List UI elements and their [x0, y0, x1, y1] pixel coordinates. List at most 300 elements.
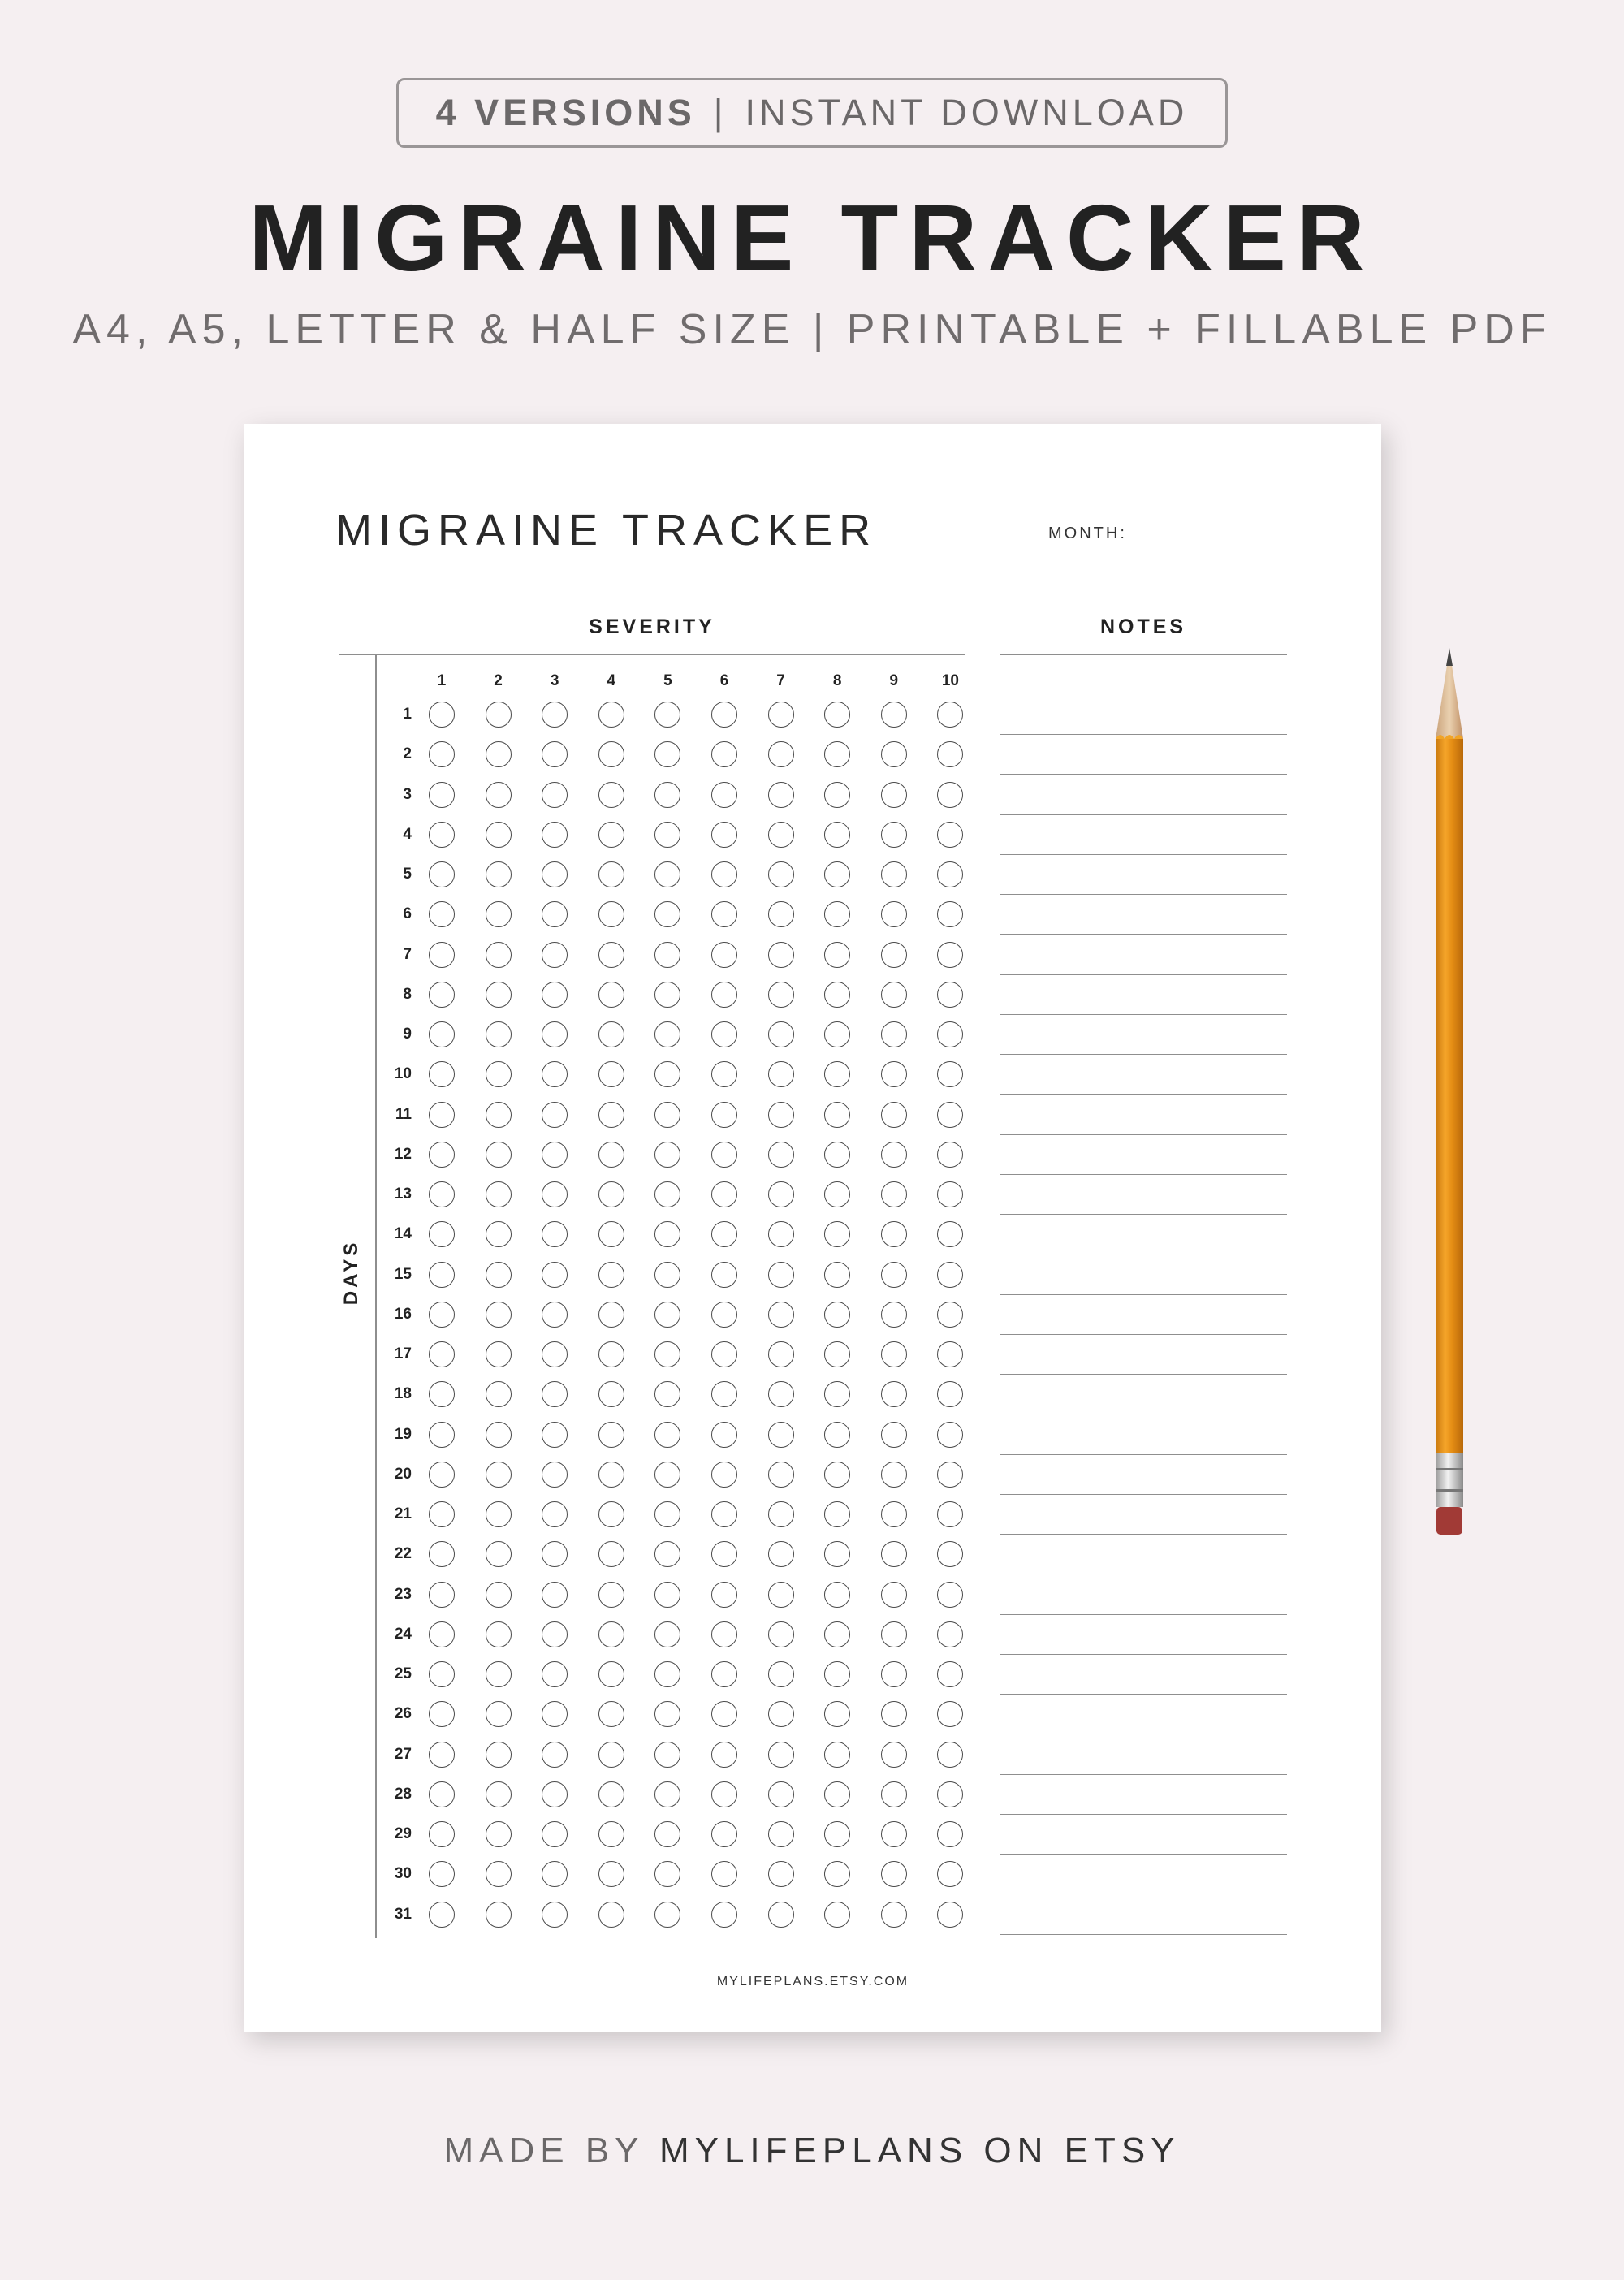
- severity-checkbox[interactable]: [486, 982, 512, 1008]
- severity-checkbox[interactable]: [824, 1061, 850, 1087]
- note-line[interactable]: [1000, 974, 1287, 975]
- severity-checkbox[interactable]: [654, 901, 680, 927]
- severity-checkbox[interactable]: [429, 1582, 455, 1608]
- severity-checkbox[interactable]: [768, 741, 794, 767]
- severity-checkbox[interactable]: [824, 822, 850, 848]
- severity-checkbox[interactable]: [429, 1742, 455, 1768]
- note-line[interactable]: [1000, 1814, 1287, 1815]
- note-line[interactable]: [1000, 854, 1287, 855]
- severity-checkbox[interactable]: [542, 1221, 568, 1247]
- note-line[interactable]: [1000, 1694, 1287, 1695]
- severity-checkbox[interactable]: [598, 982, 624, 1008]
- severity-checkbox[interactable]: [486, 1821, 512, 1847]
- severity-checkbox[interactable]: [542, 1541, 568, 1567]
- severity-checkbox[interactable]: [768, 942, 794, 968]
- severity-checkbox[interactable]: [711, 942, 737, 968]
- note-line[interactable]: [1000, 1054, 1287, 1055]
- severity-checkbox[interactable]: [824, 1902, 850, 1928]
- severity-checkbox[interactable]: [654, 1621, 680, 1647]
- severity-checkbox[interactable]: [654, 1262, 680, 1288]
- severity-checkbox[interactable]: [768, 822, 794, 848]
- severity-checkbox[interactable]: [768, 1781, 794, 1807]
- severity-checkbox[interactable]: [937, 901, 963, 927]
- severity-checkbox[interactable]: [937, 782, 963, 808]
- severity-checkbox[interactable]: [654, 982, 680, 1008]
- severity-checkbox[interactable]: [486, 1181, 512, 1207]
- severity-checkbox[interactable]: [654, 702, 680, 728]
- severity-checkbox[interactable]: [937, 1021, 963, 1047]
- severity-checkbox[interactable]: [654, 1661, 680, 1687]
- severity-checkbox[interactable]: [881, 1621, 907, 1647]
- severity-checkbox[interactable]: [654, 1302, 680, 1328]
- severity-checkbox[interactable]: [768, 1582, 794, 1608]
- severity-checkbox[interactable]: [937, 1742, 963, 1768]
- severity-checkbox[interactable]: [429, 1061, 455, 1087]
- severity-checkbox[interactable]: [429, 1781, 455, 1807]
- severity-checkbox[interactable]: [542, 1422, 568, 1448]
- severity-checkbox[interactable]: [486, 1142, 512, 1168]
- severity-checkbox[interactable]: [542, 1821, 568, 1847]
- severity-checkbox[interactable]: [542, 1262, 568, 1288]
- severity-checkbox[interactable]: [937, 1102, 963, 1128]
- severity-checkbox[interactable]: [598, 861, 624, 887]
- severity-checkbox[interactable]: [542, 982, 568, 1008]
- severity-checkbox[interactable]: [768, 861, 794, 887]
- severity-checkbox[interactable]: [542, 1381, 568, 1407]
- severity-checkbox[interactable]: [881, 1422, 907, 1448]
- severity-checkbox[interactable]: [486, 822, 512, 848]
- severity-checkbox[interactable]: [768, 901, 794, 927]
- severity-checkbox[interactable]: [429, 782, 455, 808]
- severity-checkbox[interactable]: [486, 942, 512, 968]
- severity-checkbox[interactable]: [824, 982, 850, 1008]
- severity-checkbox[interactable]: [429, 1902, 455, 1928]
- note-line[interactable]: [1000, 1214, 1287, 1215]
- severity-checkbox[interactable]: [542, 1661, 568, 1687]
- severity-checkbox[interactable]: [654, 1902, 680, 1928]
- severity-checkbox[interactable]: [937, 1462, 963, 1488]
- severity-checkbox[interactable]: [768, 1621, 794, 1647]
- severity-checkbox[interactable]: [881, 1902, 907, 1928]
- severity-checkbox[interactable]: [598, 901, 624, 927]
- severity-checkbox[interactable]: [768, 1381, 794, 1407]
- severity-checkbox[interactable]: [654, 822, 680, 848]
- severity-checkbox[interactable]: [937, 1221, 963, 1247]
- severity-checkbox[interactable]: [768, 1302, 794, 1328]
- severity-checkbox[interactable]: [429, 1102, 455, 1128]
- severity-checkbox[interactable]: [598, 1902, 624, 1928]
- severity-checkbox[interactable]: [711, 1621, 737, 1647]
- severity-checkbox[interactable]: [711, 1181, 737, 1207]
- severity-checkbox[interactable]: [598, 1462, 624, 1488]
- severity-checkbox[interactable]: [824, 1262, 850, 1288]
- severity-checkbox[interactable]: [881, 1661, 907, 1687]
- severity-checkbox[interactable]: [824, 1582, 850, 1608]
- severity-checkbox[interactable]: [711, 1861, 737, 1887]
- severity-checkbox[interactable]: [542, 1341, 568, 1367]
- severity-checkbox[interactable]: [881, 901, 907, 927]
- severity-checkbox[interactable]: [824, 1661, 850, 1687]
- severity-checkbox[interactable]: [486, 1262, 512, 1288]
- severity-checkbox[interactable]: [824, 1781, 850, 1807]
- severity-checkbox[interactable]: [429, 861, 455, 887]
- severity-checkbox[interactable]: [429, 1701, 455, 1727]
- severity-checkbox[interactable]: [598, 1541, 624, 1567]
- severity-checkbox[interactable]: [598, 1742, 624, 1768]
- severity-checkbox[interactable]: [937, 1701, 963, 1727]
- severity-checkbox[interactable]: [824, 861, 850, 887]
- severity-checkbox[interactable]: [654, 1381, 680, 1407]
- severity-checkbox[interactable]: [768, 1221, 794, 1247]
- severity-checkbox[interactable]: [881, 741, 907, 767]
- severity-checkbox[interactable]: [598, 1621, 624, 1647]
- severity-checkbox[interactable]: [486, 1541, 512, 1567]
- severity-checkbox[interactable]: [598, 782, 624, 808]
- severity-checkbox[interactable]: [937, 822, 963, 848]
- severity-checkbox[interactable]: [881, 782, 907, 808]
- severity-checkbox[interactable]: [486, 1781, 512, 1807]
- severity-checkbox[interactable]: [542, 942, 568, 968]
- severity-checkbox[interactable]: [598, 1102, 624, 1128]
- severity-checkbox[interactable]: [881, 1061, 907, 1087]
- severity-checkbox[interactable]: [429, 1341, 455, 1367]
- severity-checkbox[interactable]: [429, 1302, 455, 1328]
- severity-checkbox[interactable]: [711, 901, 737, 927]
- severity-checkbox[interactable]: [937, 1181, 963, 1207]
- severity-checkbox[interactable]: [711, 1781, 737, 1807]
- severity-checkbox[interactable]: [598, 1302, 624, 1328]
- severity-checkbox[interactable]: [542, 901, 568, 927]
- severity-checkbox[interactable]: [711, 1422, 737, 1448]
- severity-checkbox[interactable]: [486, 1582, 512, 1608]
- severity-checkbox[interactable]: [881, 702, 907, 728]
- severity-checkbox[interactable]: [824, 1621, 850, 1647]
- severity-checkbox[interactable]: [937, 1501, 963, 1527]
- severity-checkbox[interactable]: [937, 1781, 963, 1807]
- severity-checkbox[interactable]: [711, 1501, 737, 1527]
- severity-checkbox[interactable]: [486, 1061, 512, 1087]
- severity-checkbox[interactable]: [711, 1742, 737, 1768]
- severity-checkbox[interactable]: [654, 1061, 680, 1087]
- severity-checkbox[interactable]: [486, 901, 512, 927]
- severity-checkbox[interactable]: [711, 702, 737, 728]
- severity-checkbox[interactable]: [429, 1541, 455, 1567]
- severity-checkbox[interactable]: [937, 982, 963, 1008]
- severity-checkbox[interactable]: [654, 1742, 680, 1768]
- severity-checkbox[interactable]: [824, 741, 850, 767]
- severity-checkbox[interactable]: [598, 1582, 624, 1608]
- severity-checkbox[interactable]: [824, 1742, 850, 1768]
- severity-checkbox[interactable]: [486, 782, 512, 808]
- severity-checkbox[interactable]: [711, 782, 737, 808]
- severity-checkbox[interactable]: [654, 1462, 680, 1488]
- severity-checkbox[interactable]: [824, 1541, 850, 1567]
- severity-checkbox[interactable]: [824, 782, 850, 808]
- severity-checkbox[interactable]: [598, 1781, 624, 1807]
- note-line[interactable]: [1000, 1854, 1287, 1855]
- severity-checkbox[interactable]: [824, 1341, 850, 1367]
- severity-checkbox[interactable]: [768, 1541, 794, 1567]
- severity-checkbox[interactable]: [881, 1302, 907, 1328]
- severity-checkbox[interactable]: [542, 1582, 568, 1608]
- severity-checkbox[interactable]: [654, 741, 680, 767]
- severity-checkbox[interactable]: [937, 1821, 963, 1847]
- severity-checkbox[interactable]: [654, 1142, 680, 1168]
- severity-checkbox[interactable]: [598, 1142, 624, 1168]
- severity-checkbox[interactable]: [486, 1341, 512, 1367]
- severity-checkbox[interactable]: [486, 1381, 512, 1407]
- severity-checkbox[interactable]: [881, 1501, 907, 1527]
- severity-checkbox[interactable]: [486, 1861, 512, 1887]
- severity-checkbox[interactable]: [486, 1102, 512, 1128]
- severity-checkbox[interactable]: [542, 1742, 568, 1768]
- severity-checkbox[interactable]: [654, 942, 680, 968]
- severity-checkbox[interactable]: [429, 1462, 455, 1488]
- severity-checkbox[interactable]: [429, 1181, 455, 1207]
- severity-checkbox[interactable]: [598, 741, 624, 767]
- severity-checkbox[interactable]: [654, 782, 680, 808]
- note-line[interactable]: [1000, 1494, 1287, 1495]
- severity-checkbox[interactable]: [598, 822, 624, 848]
- severity-checkbox[interactable]: [711, 1221, 737, 1247]
- severity-checkbox[interactable]: [598, 1501, 624, 1527]
- severity-checkbox[interactable]: [711, 1262, 737, 1288]
- severity-checkbox[interactable]: [711, 822, 737, 848]
- note-line[interactable]: [1000, 894, 1287, 895]
- severity-checkbox[interactable]: [768, 782, 794, 808]
- severity-checkbox[interactable]: [542, 1781, 568, 1807]
- severity-checkbox[interactable]: [937, 1621, 963, 1647]
- severity-checkbox[interactable]: [768, 1142, 794, 1168]
- note-line[interactable]: [1000, 1654, 1287, 1655]
- note-line[interactable]: [1000, 1454, 1287, 1455]
- severity-checkbox[interactable]: [824, 1181, 850, 1207]
- severity-checkbox[interactable]: [711, 1102, 737, 1128]
- severity-checkbox[interactable]: [598, 1181, 624, 1207]
- note-line[interactable]: [1000, 1334, 1287, 1335]
- severity-checkbox[interactable]: [598, 1021, 624, 1047]
- severity-checkbox[interactable]: [429, 741, 455, 767]
- severity-checkbox[interactable]: [881, 822, 907, 848]
- severity-checkbox[interactable]: [937, 1381, 963, 1407]
- severity-checkbox[interactable]: [711, 1821, 737, 1847]
- severity-checkbox[interactable]: [711, 1381, 737, 1407]
- severity-checkbox[interactable]: [542, 1061, 568, 1087]
- severity-checkbox[interactable]: [429, 1021, 455, 1047]
- severity-checkbox[interactable]: [768, 1661, 794, 1687]
- severity-checkbox[interactable]: [486, 1021, 512, 1047]
- severity-checkbox[interactable]: [937, 702, 963, 728]
- severity-checkbox[interactable]: [486, 1621, 512, 1647]
- note-line[interactable]: [1000, 1294, 1287, 1295]
- severity-checkbox[interactable]: [768, 1742, 794, 1768]
- severity-checkbox[interactable]: [654, 1181, 680, 1207]
- severity-checkbox[interactable]: [937, 1422, 963, 1448]
- severity-checkbox[interactable]: [598, 1422, 624, 1448]
- severity-checkbox[interactable]: [542, 1142, 568, 1168]
- severity-checkbox[interactable]: [429, 1861, 455, 1887]
- severity-checkbox[interactable]: [711, 1142, 737, 1168]
- severity-checkbox[interactable]: [937, 1902, 963, 1928]
- severity-checkbox[interactable]: [542, 741, 568, 767]
- severity-checkbox[interactable]: [881, 1381, 907, 1407]
- severity-checkbox[interactable]: [429, 1821, 455, 1847]
- note-line[interactable]: [1000, 1174, 1287, 1175]
- severity-checkbox[interactable]: [711, 1902, 737, 1928]
- severity-checkbox[interactable]: [937, 1541, 963, 1567]
- severity-checkbox[interactable]: [486, 861, 512, 887]
- severity-checkbox[interactable]: [486, 1701, 512, 1727]
- severity-checkbox[interactable]: [598, 1262, 624, 1288]
- note-line[interactable]: [1000, 1614, 1287, 1615]
- severity-checkbox[interactable]: [768, 982, 794, 1008]
- severity-checkbox[interactable]: [768, 1341, 794, 1367]
- severity-checkbox[interactable]: [542, 1902, 568, 1928]
- note-line[interactable]: [1000, 1934, 1287, 1935]
- severity-checkbox[interactable]: [824, 1462, 850, 1488]
- severity-checkbox[interactable]: [486, 1661, 512, 1687]
- severity-checkbox[interactable]: [542, 1302, 568, 1328]
- severity-checkbox[interactable]: [429, 982, 455, 1008]
- severity-checkbox[interactable]: [937, 1302, 963, 1328]
- severity-checkbox[interactable]: [542, 1181, 568, 1207]
- severity-checkbox[interactable]: [542, 782, 568, 808]
- severity-checkbox[interactable]: [824, 1701, 850, 1727]
- severity-checkbox[interactable]: [937, 1582, 963, 1608]
- severity-checkbox[interactable]: [654, 1701, 680, 1727]
- severity-checkbox[interactable]: [881, 942, 907, 968]
- severity-checkbox[interactable]: [429, 822, 455, 848]
- note-line[interactable]: [1000, 1534, 1287, 1535]
- severity-checkbox[interactable]: [654, 1821, 680, 1847]
- severity-checkbox[interactable]: [542, 1701, 568, 1727]
- severity-checkbox[interactable]: [768, 702, 794, 728]
- severity-checkbox[interactable]: [598, 942, 624, 968]
- severity-checkbox[interactable]: [486, 1422, 512, 1448]
- severity-checkbox[interactable]: [598, 1061, 624, 1087]
- severity-checkbox[interactable]: [711, 1021, 737, 1047]
- severity-checkbox[interactable]: [542, 1621, 568, 1647]
- severity-checkbox[interactable]: [937, 741, 963, 767]
- severity-checkbox[interactable]: [768, 1462, 794, 1488]
- severity-checkbox[interactable]: [711, 1582, 737, 1608]
- severity-checkbox[interactable]: [711, 1302, 737, 1328]
- severity-checkbox[interactable]: [768, 1861, 794, 1887]
- severity-checkbox[interactable]: [654, 1221, 680, 1247]
- note-line[interactable]: [1000, 774, 1287, 775]
- severity-checkbox[interactable]: [937, 942, 963, 968]
- severity-checkbox[interactable]: [542, 861, 568, 887]
- severity-checkbox[interactable]: [542, 1021, 568, 1047]
- note-line[interactable]: [1000, 814, 1287, 815]
- severity-checkbox[interactable]: [881, 1861, 907, 1887]
- severity-checkbox[interactable]: [768, 1902, 794, 1928]
- severity-checkbox[interactable]: [486, 1221, 512, 1247]
- severity-checkbox[interactable]: [654, 1422, 680, 1448]
- severity-checkbox[interactable]: [824, 1422, 850, 1448]
- severity-checkbox[interactable]: [881, 1781, 907, 1807]
- severity-checkbox[interactable]: [881, 1541, 907, 1567]
- severity-checkbox[interactable]: [711, 1462, 737, 1488]
- severity-checkbox[interactable]: [429, 942, 455, 968]
- severity-checkbox[interactable]: [881, 1262, 907, 1288]
- severity-checkbox[interactable]: [768, 1501, 794, 1527]
- severity-checkbox[interactable]: [824, 1501, 850, 1527]
- severity-checkbox[interactable]: [881, 982, 907, 1008]
- severity-checkbox[interactable]: [824, 1221, 850, 1247]
- note-line[interactable]: [1000, 1774, 1287, 1775]
- severity-checkbox[interactable]: [486, 702, 512, 728]
- note-line[interactable]: [1000, 1094, 1287, 1095]
- severity-checkbox[interactable]: [429, 1262, 455, 1288]
- severity-checkbox[interactable]: [598, 1661, 624, 1687]
- severity-checkbox[interactable]: [598, 1381, 624, 1407]
- severity-checkbox[interactable]: [881, 1341, 907, 1367]
- severity-checkbox[interactable]: [824, 1381, 850, 1407]
- severity-checkbox[interactable]: [429, 1422, 455, 1448]
- severity-checkbox[interactable]: [598, 1821, 624, 1847]
- severity-checkbox[interactable]: [598, 1221, 624, 1247]
- severity-checkbox[interactable]: [654, 1781, 680, 1807]
- severity-checkbox[interactable]: [654, 1861, 680, 1887]
- severity-checkbox[interactable]: [881, 1221, 907, 1247]
- severity-checkbox[interactable]: [824, 1021, 850, 1047]
- severity-checkbox[interactable]: [824, 942, 850, 968]
- severity-checkbox[interactable]: [881, 1821, 907, 1847]
- severity-checkbox[interactable]: [881, 1701, 907, 1727]
- severity-checkbox[interactable]: [881, 1021, 907, 1047]
- severity-checkbox[interactable]: [429, 1501, 455, 1527]
- severity-checkbox[interactable]: [711, 861, 737, 887]
- severity-checkbox[interactable]: [486, 1742, 512, 1768]
- severity-checkbox[interactable]: [654, 1021, 680, 1047]
- note-line[interactable]: [1000, 1374, 1287, 1375]
- note-line[interactable]: [1000, 1014, 1287, 1015]
- severity-checkbox[interactable]: [429, 1142, 455, 1168]
- severity-checkbox[interactable]: [824, 1102, 850, 1128]
- severity-checkbox[interactable]: [654, 1501, 680, 1527]
- severity-checkbox[interactable]: [768, 1181, 794, 1207]
- severity-checkbox[interactable]: [881, 1181, 907, 1207]
- severity-checkbox[interactable]: [711, 1541, 737, 1567]
- severity-checkbox[interactable]: [654, 1102, 680, 1128]
- severity-checkbox[interactable]: [937, 1262, 963, 1288]
- severity-checkbox[interactable]: [768, 1102, 794, 1128]
- severity-checkbox[interactable]: [824, 702, 850, 728]
- severity-checkbox[interactable]: [711, 741, 737, 767]
- severity-checkbox[interactable]: [598, 1861, 624, 1887]
- severity-checkbox[interactable]: [486, 1302, 512, 1328]
- severity-checkbox[interactable]: [768, 1262, 794, 1288]
- severity-checkbox[interactable]: [654, 1341, 680, 1367]
- severity-checkbox[interactable]: [654, 861, 680, 887]
- severity-checkbox[interactable]: [937, 1061, 963, 1087]
- severity-checkbox[interactable]: [542, 702, 568, 728]
- severity-checkbox[interactable]: [711, 982, 737, 1008]
- severity-checkbox[interactable]: [486, 1902, 512, 1928]
- severity-checkbox[interactable]: [824, 1302, 850, 1328]
- severity-checkbox[interactable]: [768, 1061, 794, 1087]
- severity-checkbox[interactable]: [881, 1462, 907, 1488]
- severity-checkbox[interactable]: [711, 1341, 737, 1367]
- severity-checkbox[interactable]: [937, 1142, 963, 1168]
- note-line[interactable]: [1000, 934, 1287, 935]
- severity-checkbox[interactable]: [598, 702, 624, 728]
- severity-checkbox[interactable]: [654, 1582, 680, 1608]
- severity-checkbox[interactable]: [542, 822, 568, 848]
- severity-checkbox[interactable]: [429, 901, 455, 927]
- severity-checkbox[interactable]: [429, 1221, 455, 1247]
